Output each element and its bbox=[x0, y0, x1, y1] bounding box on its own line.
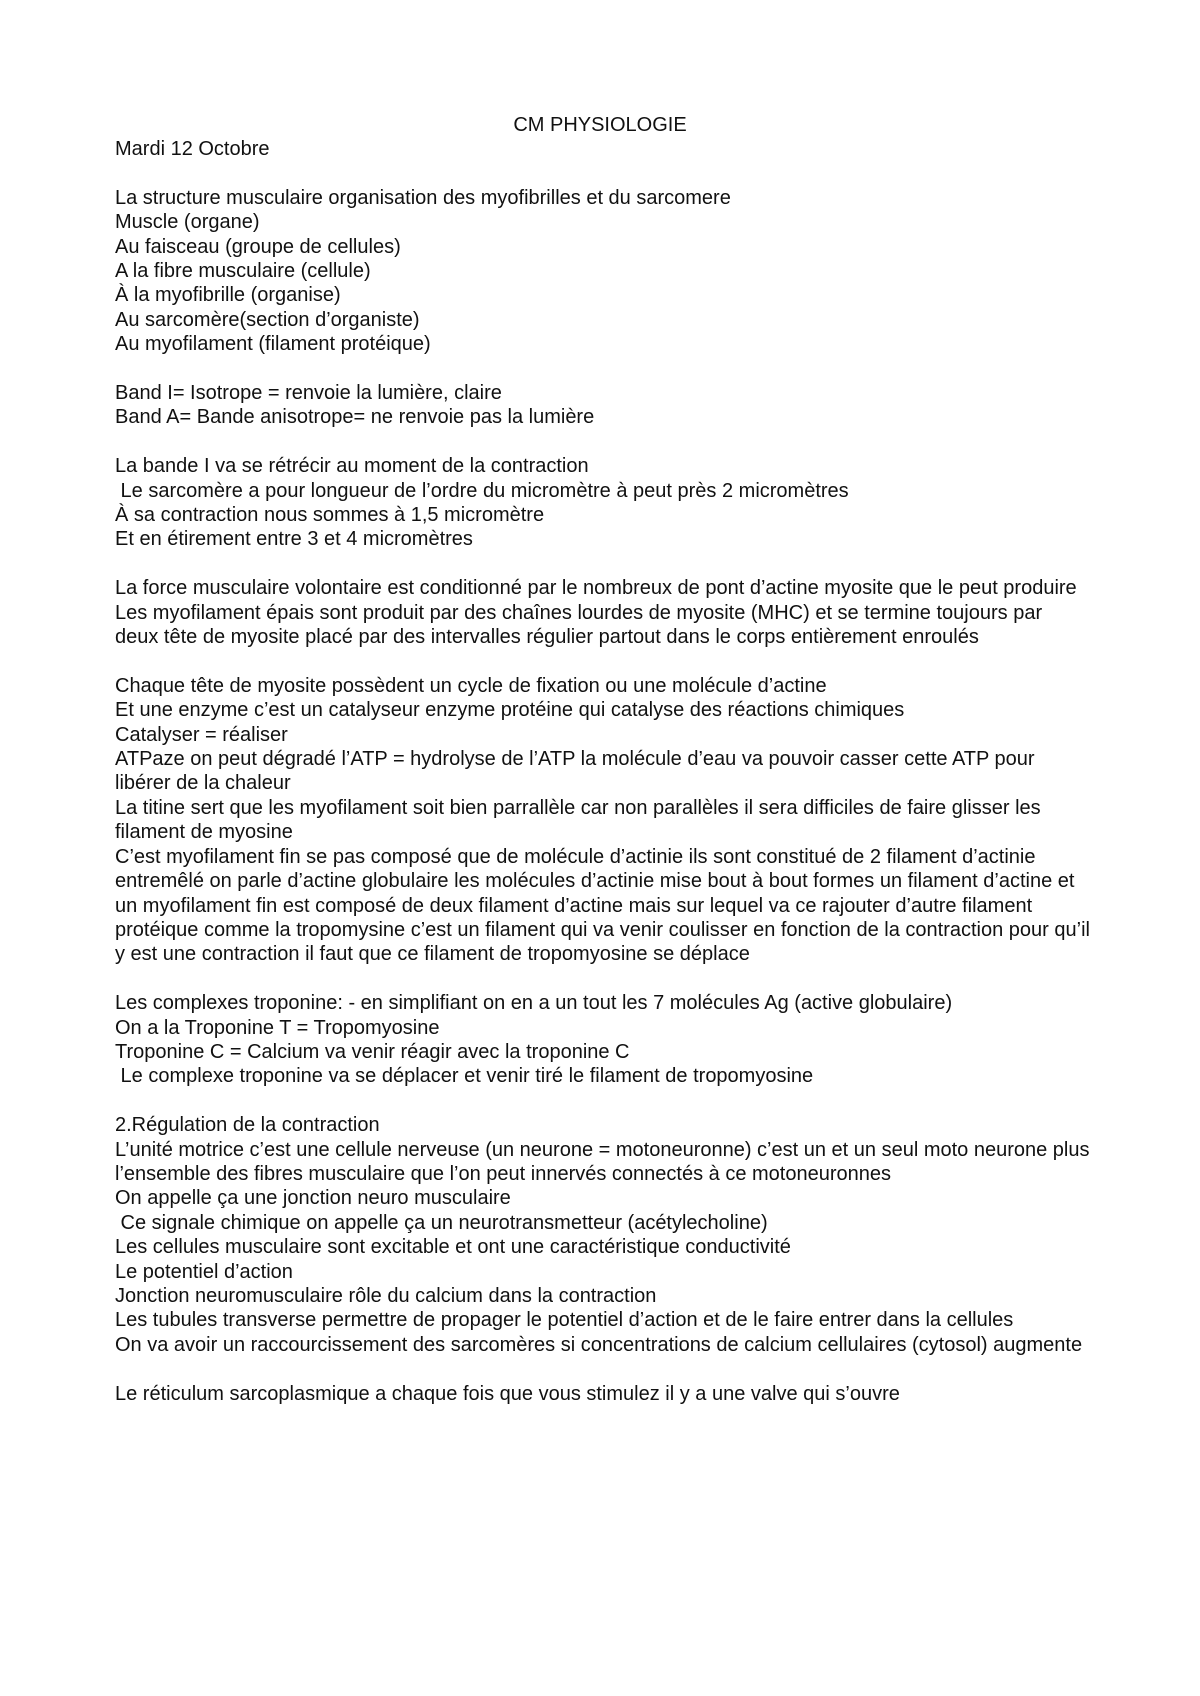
text-line: Au sarcomère(section d’organiste) bbox=[115, 308, 420, 331]
blank-line bbox=[115, 1089, 1090, 1113]
text-line: A la fibre musculaire (cellule) bbox=[115, 260, 371, 283]
section-regulation bbox=[115, 1113, 1090, 1357]
paragraph: On va avoir un raccourcissement des sarcomères si concentrations de calcium cellulaires (cytosol) augmente bbox=[115, 1333, 1083, 1356]
text-line: Muscle (organe) bbox=[115, 211, 260, 234]
section-force bbox=[115, 576, 1090, 649]
paragraph: Les myofilament épais sont produit par des chaînes lourdes de myosite (MHC) et se termine toujours par deux tête de myosite placé par des intervalles régulier partout dans le corps entièrement enroulés bbox=[115, 601, 1043, 649]
text-line: À sa contraction nous sommes à 1,5 micromètre bbox=[115, 504, 545, 527]
text-line: Au faisceau (groupe de cellules) bbox=[115, 235, 401, 258]
section-heading: 2.Régulation de la contraction bbox=[115, 1114, 380, 1137]
text-line: Au myofilament (filament protéique) bbox=[115, 333, 431, 356]
text-line: La bande I va se rétrécir au moment de la contraction bbox=[115, 455, 589, 478]
section-bands bbox=[115, 381, 1090, 430]
paragraph: Les complexes troponine: - en simplifiant on en a un tout les 7 molécules Ag (active globulaire) bbox=[115, 992, 953, 1015]
document-title: CM PHYSIOLOGIE bbox=[513, 114, 687, 136]
paragraph: C’est myofilament fin se pas composé que de molécule d’actinie ils sont constitué de 2 filament d’actinie entremêlé on parle d’actine globulaire les molécules d’actinie mise bout à bout formes un filament d’actine et un myofilament fin est composé de deux filament d’actine mais sur lequel va ce rajouter d’autre filament protéique comme la tropomysine c’est un filament qui va venir coulisser en fonction de la contraction pour qu’il y est une contraction il faut que ce filament de tropomyosine se déplace bbox=[115, 845, 1090, 966]
paragraph: ATPaze on peut dégradé l’ATP = hydrolyse de l’ATP la molécule d’eau va pouvoir casser cette ATP pour libérer de la chaleur bbox=[115, 748, 1035, 795]
paragraph: Troponine C = Calcium va venir réagir avec la troponine C bbox=[115, 1040, 630, 1063]
paragraph: Les cellules musculaire sont excitable et ont une caractéristique conductivité bbox=[115, 1236, 791, 1259]
text-line: Le complexe troponine va se déplacer et venir tiré le filament de tropomyosine bbox=[115, 1065, 814, 1088]
blank-line bbox=[115, 357, 1090, 381]
section-contraction bbox=[115, 454, 1090, 552]
text-line: Ce signale chimique on appelle ça un neurotransmetteur (acétylecholine) bbox=[115, 1211, 768, 1234]
blank-line bbox=[115, 967, 1090, 991]
text-line: Band A= Bande anisotrope= ne renvoie pas la lumière bbox=[115, 406, 595, 429]
section-troponin bbox=[115, 991, 1090, 1089]
paragraph: On a la Troponine T = Tropomyosine bbox=[115, 1016, 440, 1039]
text-line: Le sarcomère a pour longueur de l’ordre du micromètre à peut près 2 micromètres bbox=[115, 479, 849, 502]
text-line: La structure musculaire organisation des myofibrilles et du sarcomere bbox=[115, 186, 731, 209]
paragraph: Et une enzyme c’est un catalyseur enzyme protéine qui catalyse des réactions chimiques bbox=[115, 699, 905, 722]
text-line: Band I= Isotrope = renvoie la lumière, claire bbox=[115, 382, 502, 405]
blank-line bbox=[115, 649, 1090, 673]
section-reticulum bbox=[115, 1382, 1090, 1406]
document-body bbox=[115, 137, 1090, 1406]
blank-line bbox=[115, 1357, 1090, 1381]
blank-line bbox=[115, 161, 1090, 185]
paragraph: On appelle ça une jonction neuro musculaire bbox=[115, 1187, 511, 1210]
paragraph: Jonction neuromusculaire rôle du calcium dans la contraction bbox=[115, 1284, 657, 1307]
document-date: Mardi 12 Octobre bbox=[115, 138, 270, 160]
section-structure bbox=[115, 186, 1090, 357]
paragraph: Les tubules transverse permettre de propager le potentiel d’action et de le faire entrer dans la cellules bbox=[115, 1309, 1014, 1332]
paragraph: Catalyser = réaliser bbox=[115, 723, 288, 746]
blank-line bbox=[115, 552, 1090, 576]
paragraph: Le réticulum sarcoplasmique a chaque fois que vous stimulez il y a une valve qui s’ouvre bbox=[115, 1382, 900, 1405]
paragraph: Chaque tête de myosite possèdent un cycle de fixation ou une molécule d’actine bbox=[115, 674, 827, 697]
paragraph: L’unité motrice c’est une cellule nerveuse (un neurone = motoneuronne) c’est un et un seul moto neurone plus l’ensemble des fibres musculaire que l’on peut innervés connectés à ce motoneuronnes bbox=[115, 1138, 1090, 1185]
paragraph: Le potentiel d’action bbox=[115, 1260, 293, 1283]
paragraph: La force musculaire volontaire est conditionné par le nombreux de pont d’actine myosite que le peut produire bbox=[115, 577, 1077, 600]
paragraph: La titine sert que les myofilament soit bien parrallèle car non parallèles il sera difficiles de faire glisser les filament de myosine bbox=[115, 796, 1041, 844]
text-line: À la myofibrille (organise) bbox=[115, 284, 341, 307]
section-myosin bbox=[115, 674, 1090, 967]
blank-line bbox=[115, 430, 1090, 454]
text-line: Et en étirement entre 3 et 4 micromètres bbox=[115, 528, 473, 551]
